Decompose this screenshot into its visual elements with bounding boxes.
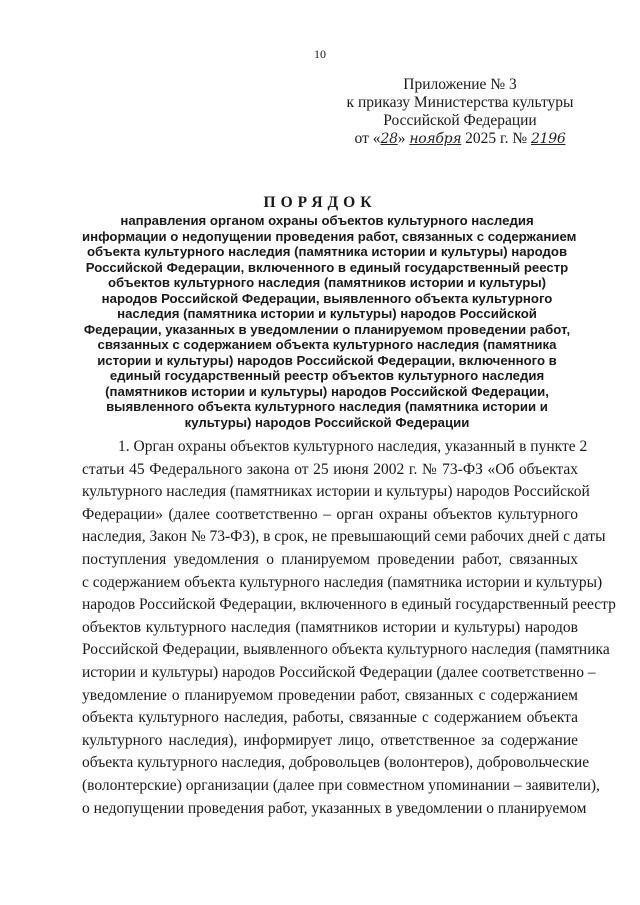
body-line: наследия, Закон № 73-ФЗ), в срок, не превышающий семи рабочих дней с даты	[82, 528, 606, 546]
handwritten-order-number: 2196	[531, 131, 566, 147]
document-subtitle	[82, 213, 577, 430]
date-year: 2025 г. №	[461, 130, 532, 147]
body-line: о недопущении проведения работ, указанных в уведомлении о планируемом	[82, 799, 587, 817]
subtitle-line: направления органом охраны объектов культурного наследия	[120, 213, 534, 228]
body-line: Федерации» (далее соответственно – орган охраны объектов культурного	[82, 505, 578, 523]
subtitle-line: информации о недопущении проведения работ, связанных с содержанием	[82, 228, 577, 244]
subtitle-line: единый государственный реестр объектов культурного наследия	[109, 368, 545, 383]
body-line: 1. Орган охраны объектов культурного наследия, указанный в пункте 2	[118, 438, 588, 455]
body-line: объектов культурного наследия (памятников истории и культуры) народов	[82, 618, 578, 636]
page-number: 10	[314, 47, 326, 61]
appendix-header	[340, 76, 580, 148]
appendix-title: Приложение № 3	[403, 76, 517, 93]
subtitle-line: объектов культурного наследия (памятников истории и культуры)	[108, 275, 546, 290]
body-line: с содержанием объекта культурного наследия (памятника истории и культуры)	[82, 573, 603, 591]
subtitle-line: Российской Федерации, включенного в единый государственный реестр	[85, 259, 569, 275]
handwritten-month: ноября	[409, 131, 462, 147]
date-prefix: от «	[354, 130, 381, 147]
body-line: статьи 45 Федерального закона от 25 июня 2002 г. № 73-ФЗ «Об объектах	[82, 460, 578, 478]
subtitle-line: выявленного объекта культурного наследия (памятника истории и	[106, 399, 548, 414]
body-line: культурного наследия (памятниках истории и культуры) народов Российской	[82, 483, 590, 501]
body-line: уведомление о планируемом проведении работ, связанных с содержанием	[82, 686, 578, 704]
date-mid: »	[397, 130, 410, 147]
subtitle-line: истории и культуры) народов Российской Федерации, включенного в	[97, 352, 557, 368]
subtitle-line: (памятников истории и культуры) народов Российской Федерации,	[105, 383, 549, 399]
subtitle-line: наследия (памятника истории и культуры) народов Российской	[117, 306, 537, 321]
body-line: объекта культурного наследия, добровольцев (волонтеров), добровольческие	[82, 754, 590, 772]
appendix-ministry: Российской Федерации	[383, 112, 537, 129]
subtitle-line: культуры) народов Российской Федерации	[184, 414, 470, 430]
subtitle-line: связанных с содержанием объекта культурного наследия (памятника	[97, 337, 557, 352]
handwritten-day: 28	[380, 131, 398, 147]
body-paragraph-1	[82, 436, 616, 820]
appendix-order-ref: к приказу Министерства культуры	[346, 94, 574, 111]
body-line: Российской Федерации, выявленного объекта культурного наследия (памятника	[82, 641, 610, 659]
body-line: поступления уведомления о планируемом проведении работ, связанных	[82, 550, 578, 568]
body-line: культурного наследия), информирует лицо, ответственное за содержание	[82, 731, 578, 749]
body-line: истории и культуры) народов Российской Федерации (далее соответственно –	[82, 663, 596, 681]
document-title: ПОРЯДОК	[263, 194, 377, 211]
subtitle-line: объекта культурного наследия (памятника истории и культуры) народов	[86, 244, 568, 259]
body-line: (волонтерские) организации (далее при совместном упоминании – заявители),	[82, 776, 600, 794]
subtitle-line: народов Российской Федерации, выявленного объекта культурного	[101, 290, 553, 306]
body-line: народов Российской Федерации, включенного в единый государственный реестр	[82, 596, 616, 614]
subtitle-line: Федерации, указанных в уведомлении о планируемом проведении работ,	[83, 321, 571, 337]
appendix-date-line	[340, 130, 580, 148]
body-line: объекта культурного наследия, работы, связанные с содержанием объекта	[82, 709, 578, 727]
